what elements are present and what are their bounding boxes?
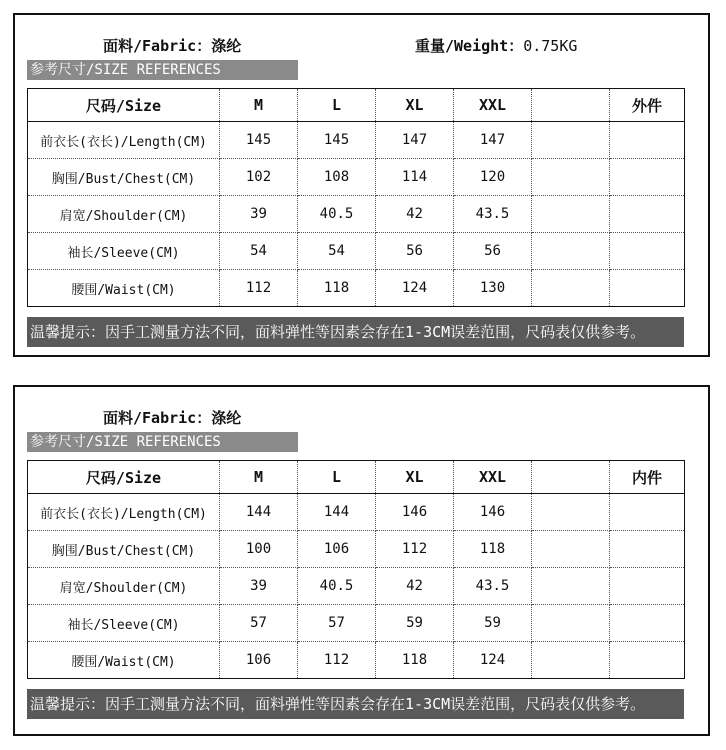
cell-value: 42 — [376, 196, 454, 233]
row-label: 袖长/Sleeve(CM) — [28, 233, 220, 270]
cell-value: 124 — [376, 270, 454, 307]
cell-value: 106 — [298, 531, 376, 568]
cell-empty — [610, 233, 685, 270]
cell-empty — [532, 159, 610, 196]
header-part: 外件 — [610, 89, 685, 122]
header-size-m: M — [220, 461, 298, 494]
fabric-label: 面料/Fabric： — [103, 37, 212, 55]
weight-info — [415, 35, 577, 56]
header-size-xxl: XXL — [454, 461, 532, 494]
header-blank — [532, 461, 610, 494]
table-row — [28, 605, 685, 642]
cell-value: 118 — [454, 531, 532, 568]
cell-empty — [532, 605, 610, 642]
cell-empty — [532, 494, 610, 531]
cell-value: 118 — [298, 270, 376, 307]
table-row — [28, 159, 685, 196]
header-size-l: L — [298, 89, 376, 122]
cell-value: 118 — [376, 642, 454, 679]
table-row — [28, 233, 685, 270]
cell-empty — [610, 196, 685, 233]
cell-value: 57 — [298, 605, 376, 642]
header-size-xl: XL — [376, 89, 454, 122]
measurement-tip: 温馨提示：因手工测量方法不同，面料弹性等因素会存在1-3CM误差范围，尺码表仅供参考。 — [27, 689, 684, 719]
cell-empty — [532, 642, 610, 679]
cell-value: 112 — [376, 531, 454, 568]
cell-value: 144 — [220, 494, 298, 531]
cell-empty — [610, 568, 685, 605]
header-size: 尺码/Size — [28, 89, 220, 122]
cell-empty — [532, 568, 610, 605]
table-row — [28, 122, 685, 159]
table-header-row — [28, 461, 685, 494]
table-row — [28, 494, 685, 531]
cell-value: 145 — [298, 122, 376, 159]
row-label: 袖长/Sleeve(CM) — [28, 605, 220, 642]
inner-size-chart — [13, 385, 710, 736]
header-part: 内件 — [610, 461, 685, 494]
cell-value: 43.5 — [454, 568, 532, 605]
row-label: 腰围/Waist(CM) — [28, 642, 220, 679]
cell-empty — [610, 122, 685, 159]
weight-label: 重量/Weight： — [415, 37, 524, 55]
cell-empty — [532, 270, 610, 307]
row-label: 腰围/Waist(CM) — [28, 270, 220, 307]
header-blank — [532, 89, 610, 122]
cell-value: 59 — [376, 605, 454, 642]
cell-value: 39 — [220, 196, 298, 233]
table-row — [28, 568, 685, 605]
table-row — [28, 531, 685, 568]
cell-value: 146 — [454, 494, 532, 531]
cell-empty — [610, 605, 685, 642]
cell-empty — [532, 122, 610, 159]
header-size-l: L — [298, 461, 376, 494]
cell-value: 54 — [298, 233, 376, 270]
cell-value: 42 — [376, 568, 454, 605]
cell-empty — [610, 642, 685, 679]
header-size-xl: XL — [376, 461, 454, 494]
cell-empty — [610, 531, 685, 568]
cell-value: 130 — [454, 270, 532, 307]
section-title: 参考尺寸/SIZE REFERENCES — [27, 432, 298, 452]
cell-empty — [610, 494, 685, 531]
weight-value: 0.75KG — [523, 37, 578, 55]
fabric-value: 涤纶 — [211, 37, 242, 55]
table-row — [28, 196, 685, 233]
cell-value: 43.5 — [454, 196, 532, 233]
row-label: 肩宽/Shoulder(CM) — [28, 568, 220, 605]
cell-value: 56 — [454, 233, 532, 270]
table-row — [28, 642, 685, 679]
cell-value: 40.5 — [298, 196, 376, 233]
measurement-tip: 温馨提示：因手工测量方法不同，面料弹性等因素会存在1-3CM误差范围，尺码表仅供参考。 — [27, 317, 684, 347]
header-size-m: M — [220, 89, 298, 122]
cell-value: 40.5 — [298, 568, 376, 605]
fabric-info — [103, 407, 241, 428]
cell-empty — [532, 196, 610, 233]
cell-value: 124 — [454, 642, 532, 679]
cell-empty — [532, 233, 610, 270]
cell-value: 57 — [220, 605, 298, 642]
cell-empty — [610, 159, 685, 196]
fabric-info — [103, 35, 241, 56]
size-table — [27, 88, 685, 307]
table-row — [28, 270, 685, 307]
cell-value: 114 — [376, 159, 454, 196]
fabric-label: 面料/Fabric： — [103, 409, 212, 427]
cell-value: 59 — [454, 605, 532, 642]
cell-value: 39 — [220, 568, 298, 605]
cell-empty — [610, 270, 685, 307]
cell-value: 112 — [298, 642, 376, 679]
cell-value: 100 — [220, 531, 298, 568]
cell-value: 108 — [298, 159, 376, 196]
cell-value: 56 — [376, 233, 454, 270]
cell-value: 120 — [454, 159, 532, 196]
table-header-row — [28, 89, 685, 122]
fabric-value: 涤纶 — [211, 409, 242, 427]
row-label: 前衣长(衣长)/Length(CM) — [28, 494, 220, 531]
cell-value: 102 — [220, 159, 298, 196]
row-label: 胸围/Bust/Chest(CM) — [28, 159, 220, 196]
size-table — [27, 460, 685, 679]
cell-value: 146 — [376, 494, 454, 531]
cell-empty — [532, 531, 610, 568]
row-label: 肩宽/Shoulder(CM) — [28, 196, 220, 233]
outer-size-chart — [13, 13, 710, 357]
cell-value: 106 — [220, 642, 298, 679]
cell-value: 145 — [220, 122, 298, 159]
section-title: 参考尺寸/SIZE REFERENCES — [27, 60, 298, 80]
cell-value: 54 — [220, 233, 298, 270]
cell-value: 144 — [298, 494, 376, 531]
header-size-xxl: XXL — [454, 89, 532, 122]
row-label: 胸围/Bust/Chest(CM) — [28, 531, 220, 568]
header-size: 尺码/Size — [28, 461, 220, 494]
row-label: 前衣长(衣长)/Length(CM) — [28, 122, 220, 159]
cell-value: 147 — [376, 122, 454, 159]
cell-value: 112 — [220, 270, 298, 307]
cell-value: 147 — [454, 122, 532, 159]
